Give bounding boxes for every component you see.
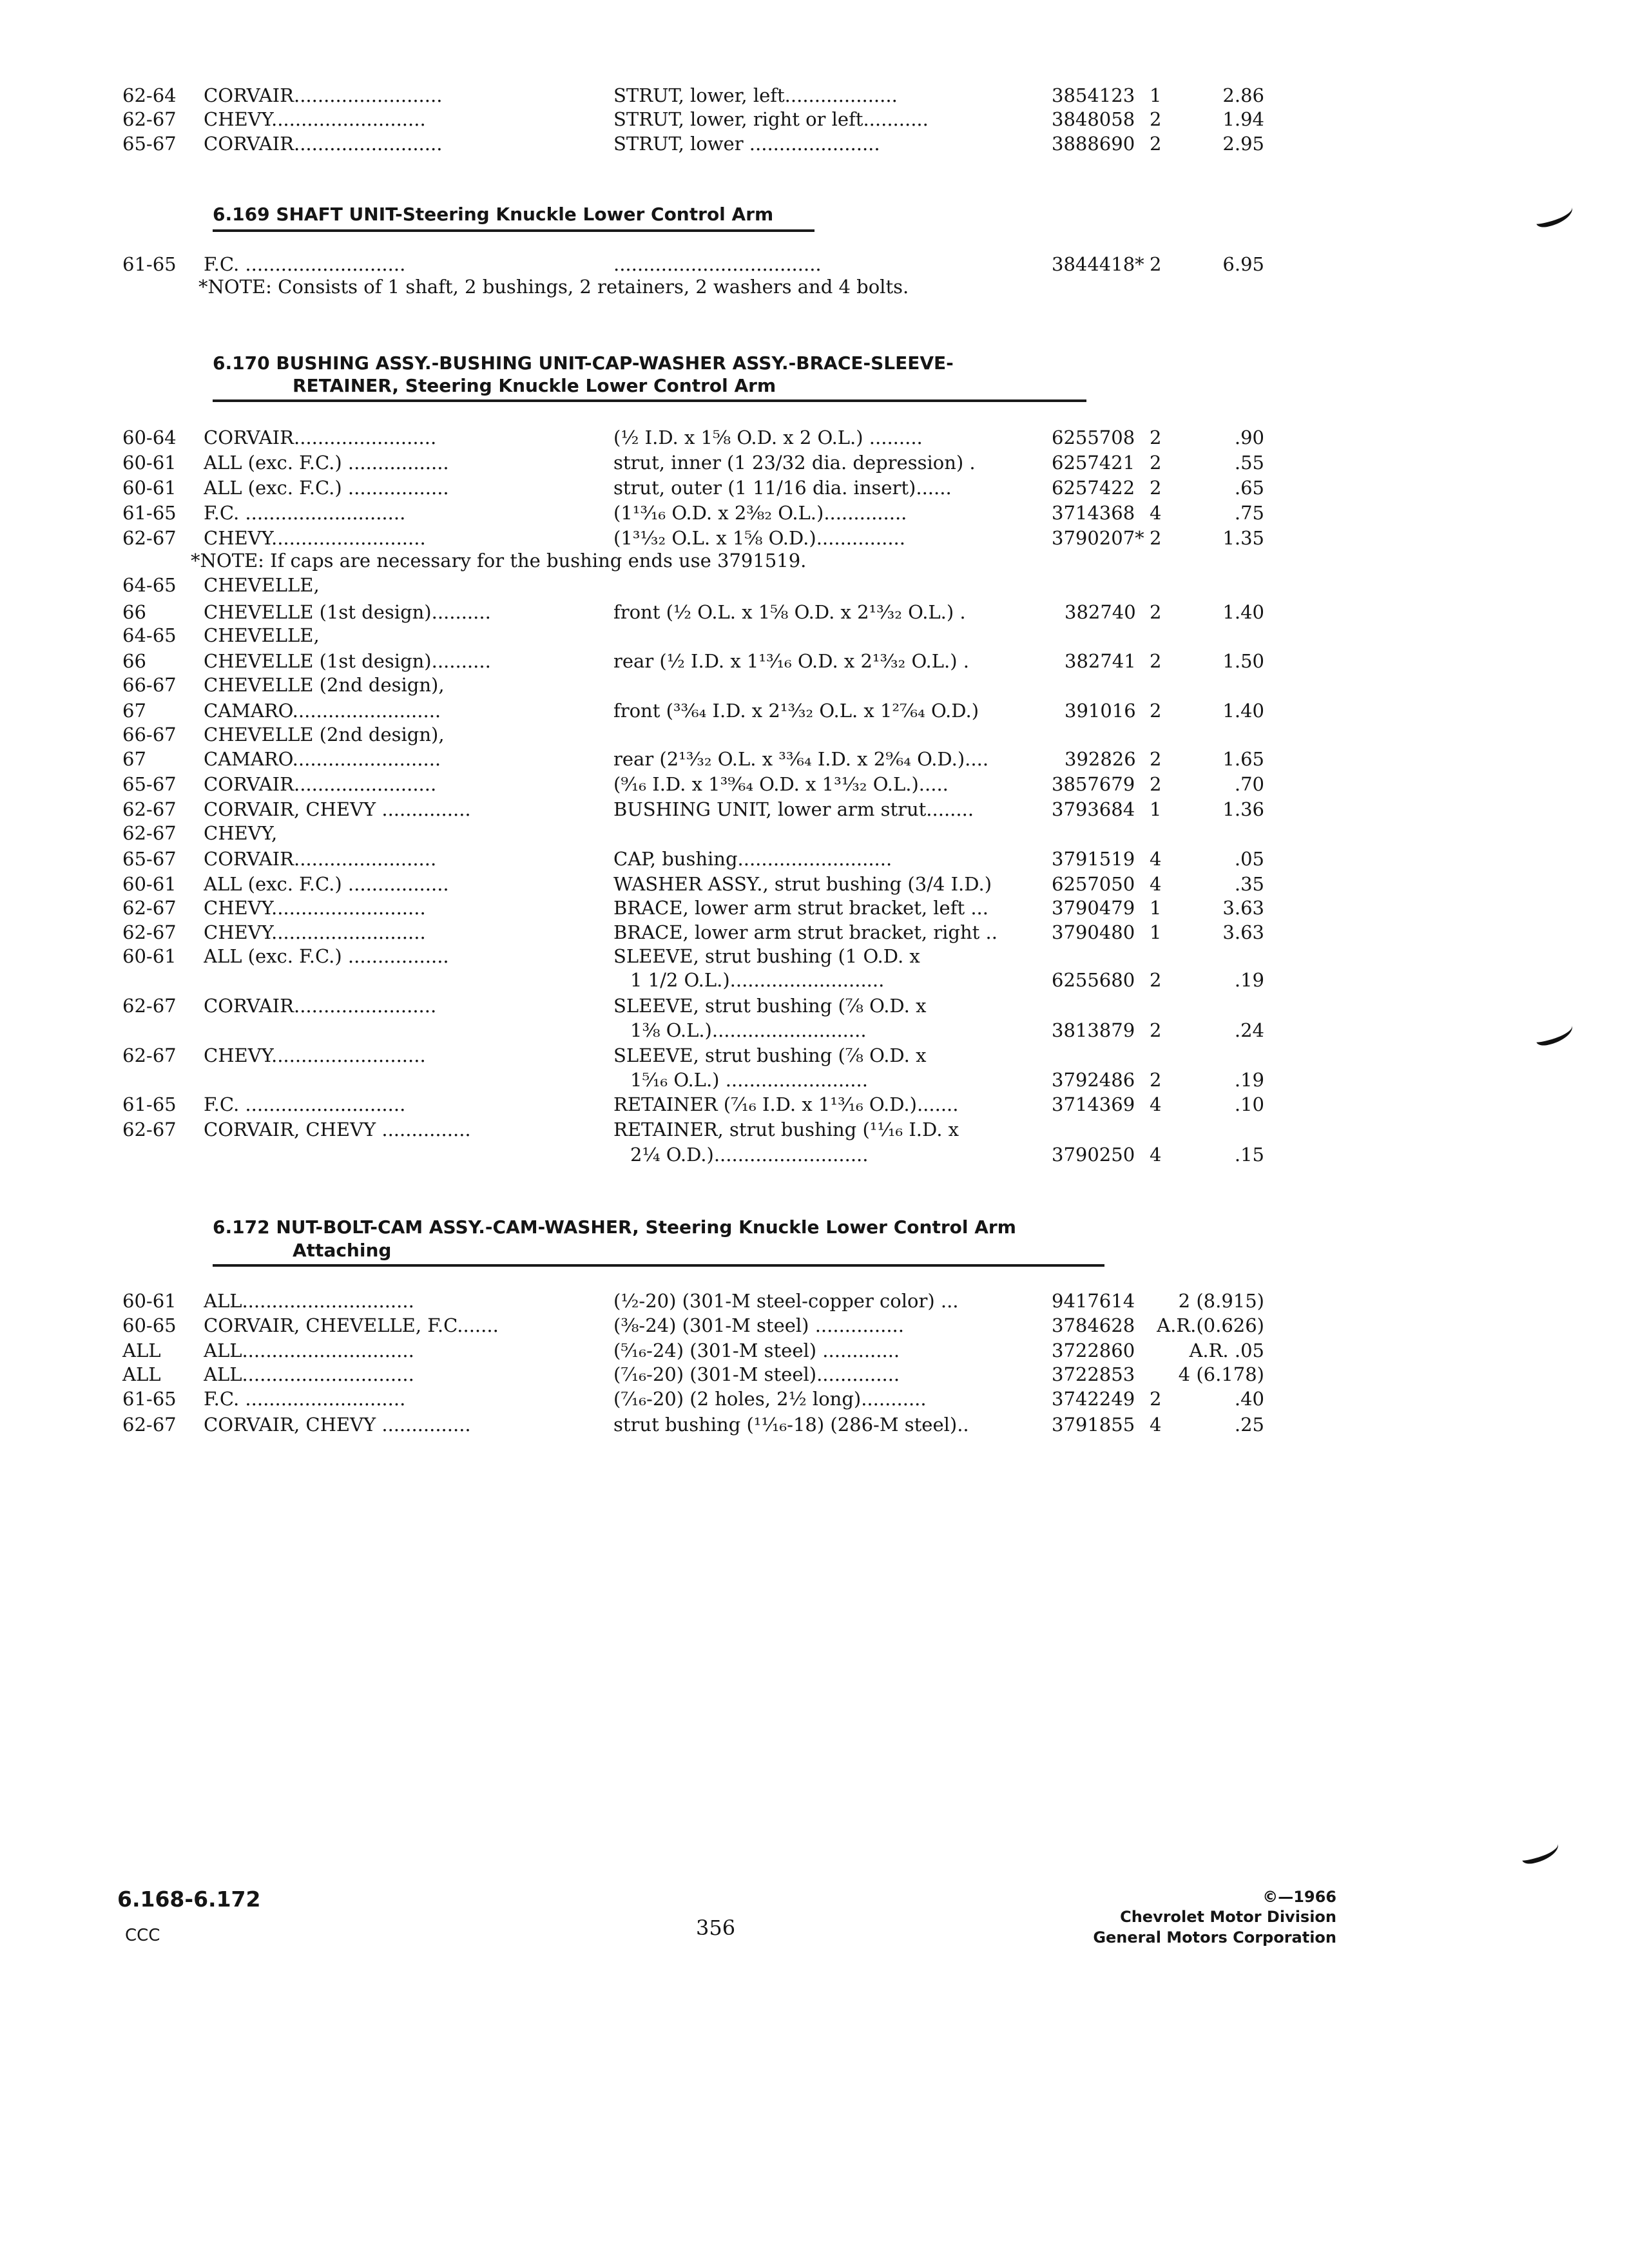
year: 62-67	[122, 1119, 177, 1140]
footer-section-range: 6.168-6.172	[117, 1887, 261, 1912]
price: .25	[1234, 1414, 1264, 1436]
year: 62-67	[122, 1414, 177, 1436]
model: CORVAIR, CHEVY ...............	[204, 1414, 471, 1436]
price: .19	[1234, 969, 1264, 991]
year: 60-61	[122, 945, 177, 967]
note-6-170	[0, 548, 1629, 573]
row-6-170	[0, 1043, 1629, 1068]
year: 66-67	[122, 674, 177, 696]
part-number: 3722860	[1052, 1340, 1135, 1361]
quantity: 2	[1150, 427, 1162, 448]
row-6-170	[0, 943, 1629, 969]
model: ALL (exc. F.C.) .................	[204, 452, 449, 474]
description: CAP, bushing..........................	[613, 848, 892, 870]
model: CHEVY..........................	[204, 527, 426, 549]
quantity: 2	[1150, 748, 1162, 770]
model: CHEVELLE (2nd design),	[204, 674, 445, 696]
page-number: 356	[696, 1916, 736, 1940]
part-number: 6255708	[1052, 427, 1135, 448]
quantity: 4	[1150, 873, 1162, 895]
row-6-170	[0, 919, 1629, 945]
description: RETAINER (⁷⁄₁₆ I.D. x 1¹³⁄₁₆ O.D.).......	[613, 1093, 959, 1115]
year: 60-64	[122, 427, 177, 448]
year: 67	[122, 748, 146, 770]
model: CORVAIR, CHEVY ...............	[204, 798, 471, 820]
part-number: 3791519	[1052, 848, 1135, 870]
row-6-170	[0, 475, 1629, 501]
row-6-172	[0, 1338, 1629, 1363]
model: CAMARO.........................	[204, 748, 441, 770]
part-number: 3790480	[1052, 921, 1135, 943]
section-title-6-172-line1: 6.172 NUT-BOLT-CAM ASSY.-CAM-WASHER, Steering Knuckle Lower Control Arm	[213, 1216, 1016, 1238]
row-6-170	[0, 425, 1629, 450]
year: ALL	[122, 1363, 161, 1385]
model: CHEVY..........................	[204, 921, 426, 943]
price: .19	[1234, 1069, 1264, 1091]
year: 62-67	[122, 798, 177, 820]
year: 64-65	[122, 624, 177, 646]
row-6-170	[0, 599, 1629, 625]
quantity: 2	[1150, 108, 1162, 130]
row-6-170	[0, 648, 1629, 674]
year: 62-67	[122, 822, 177, 844]
model: F.C. ...........................	[204, 502, 406, 524]
model: CHEVELLE (2nd design),	[204, 724, 445, 745]
binding-mark	[1519, 1838, 1561, 1866]
section-rule	[213, 1264, 1104, 1267]
year: 62-67	[122, 921, 177, 943]
row-6-170	[0, 846, 1629, 872]
description: SLEEVE, strut bushing (1 O.D. x	[613, 945, 920, 967]
year: 67	[122, 700, 146, 722]
row-6-170	[0, 672, 1629, 698]
part-number: 3714369	[1052, 1093, 1135, 1115]
year: 60-65	[122, 1314, 177, 1336]
row-6-170	[0, 500, 1629, 526]
description: strut, outer (1 11/16 dia. insert)......	[613, 477, 952, 499]
part-number: 391016	[1065, 700, 1136, 722]
model: CHEVY..........................	[204, 108, 426, 130]
model: CORVAIR.........................	[204, 133, 443, 155]
price: 2.95	[1222, 133, 1264, 155]
model: CORVAIR, CHEVELLE, F.C.......	[204, 1314, 499, 1336]
row-6-170	[0, 1142, 1629, 1168]
year: 60-61	[122, 1290, 177, 1312]
part-number: 3793684	[1052, 798, 1135, 820]
year: 61-65	[122, 1093, 177, 1115]
row-6-170	[0, 796, 1629, 822]
price: 1.94	[1222, 108, 1264, 130]
part-number: 3888690	[1052, 133, 1135, 155]
part-number: 3848058	[1052, 108, 1135, 130]
description: front (½ O.L. x 1⅝ O.D. x 2¹³⁄₃₂ O.L.) .	[613, 601, 966, 623]
description: (½-20) (301-M steel-copper color) ...	[613, 1290, 959, 1312]
model: CHEVY..........................	[204, 897, 426, 919]
model: CORVAIR........................	[204, 995, 437, 1017]
quantity: 2	[1150, 527, 1162, 549]
model: CORVAIR........................	[204, 427, 437, 448]
price: .05	[1234, 848, 1264, 870]
quantity: 1	[1150, 921, 1162, 943]
quantity-and-price: A.R.(0.626)	[1157, 1314, 1264, 1336]
model: CHEVELLE,	[204, 624, 320, 646]
part-number: 6257050	[1052, 873, 1135, 895]
row-6-172	[0, 1361, 1629, 1387]
row-6-170	[0, 993, 1629, 1019]
model: F.C. ...........................	[204, 1093, 406, 1115]
price: 1.36	[1222, 798, 1264, 820]
footer-copyright: ©—1966	[1262, 1888, 1336, 1906]
model: CHEVELLE,	[204, 574, 320, 596]
row-6-170	[0, 1117, 1629, 1142]
price: .35	[1234, 873, 1264, 895]
part-number: 9417614	[1052, 1290, 1135, 1312]
model: ALL.............................	[204, 1363, 414, 1385]
description: SLEEVE, strut bushing (⅞ O.D. x	[613, 1044, 927, 1066]
footer-division: Chevrolet Motor Division	[1120, 1908, 1336, 1926]
footer-code: CCC	[125, 1926, 160, 1945]
model: CORVAIR, CHEVY ...............	[204, 1119, 471, 1140]
quantity: 1	[1150, 897, 1162, 919]
row-6-172	[0, 1386, 1629, 1412]
part-number: 3714368	[1052, 502, 1135, 524]
section-rule	[213, 229, 815, 232]
model: ALL.............................	[204, 1340, 414, 1361]
description: WASHER ASSY., strut bushing (3/4 I.D.)	[613, 873, 992, 895]
row-6-170	[0, 771, 1629, 797]
quantity: 4	[1150, 502, 1162, 524]
description: 1⅜ O.L.)..........................	[630, 1019, 867, 1041]
year: 62-64	[122, 84, 177, 106]
quantity: 4	[1150, 848, 1162, 870]
description: front (³³⁄₆₄ I.D. x 2¹³⁄₃₂ O.L. x 1²⁷⁄₆₄ O.D.)	[613, 700, 979, 722]
row-6-170	[0, 746, 1629, 772]
quantity-and-price: 4 (6.178)	[1178, 1363, 1264, 1385]
quantity: 4	[1150, 1144, 1162, 1166]
part-number: 3857679	[1052, 773, 1135, 795]
quantity: 2	[1150, 1019, 1162, 1041]
quantity-and-price: A.R. .05	[1189, 1340, 1264, 1361]
model: CORVAIR.........................	[204, 84, 443, 106]
description: (1¹³⁄₁₆ O.D. x 2⅜₂ O.L.)..............	[613, 502, 907, 524]
description: (⅜-24) (301-M steel) ...............	[613, 1314, 904, 1336]
part-number: 3742249	[1052, 1388, 1135, 1410]
model: CORVAIR........................	[204, 848, 437, 870]
quantity: 4	[1150, 1093, 1162, 1115]
row-6-170	[0, 572, 1629, 598]
year: 65-67	[122, 773, 177, 795]
section-title-6-172-line2: Attaching	[293, 1240, 392, 1261]
row-6-172	[0, 1288, 1629, 1314]
binding-mark	[1533, 202, 1575, 229]
part-number: 3813879	[1052, 1019, 1135, 1041]
year: 65-67	[122, 133, 177, 155]
section-title-6-169: 6.169 SHAFT UNIT-Steering Knuckle Lower Control Arm	[213, 204, 774, 225]
part-number: 3790479	[1052, 897, 1135, 919]
year: 61-65	[122, 502, 177, 524]
description: ...................................	[613, 253, 822, 275]
part-number: 3722853	[1052, 1363, 1135, 1385]
section-title-6-170-line1: 6.170 BUSHING ASSY.-BUSHING UNIT-CAP-WASHER ASSY.-BRACE-SLEEVE-	[213, 352, 954, 374]
quantity: 2	[1150, 452, 1162, 474]
description: STRUT, lower ......................	[613, 133, 880, 155]
year: ALL	[122, 1340, 161, 1361]
note-text: *NOTE: Consists of 1 shaft, 2 bushings, 2 retainers, 2 washers and 4 bolts.	[198, 276, 909, 298]
price: 3.63	[1222, 897, 1264, 919]
part-number: 3844418*	[1052, 253, 1144, 275]
model: CHEVELLE (1st design)..........	[204, 650, 491, 672]
model: CHEVELLE (1st design)..........	[204, 601, 491, 623]
description: rear (2¹³⁄₃₂ O.L. x ³³⁄₆₄ I.D. x 2⁹⁄₆₄ O.D.)....	[613, 748, 989, 770]
part-number: 6255680	[1052, 969, 1135, 991]
description: strut, inner (1 23/32 dia. depression) .	[613, 452, 976, 474]
model: F.C. ...........................	[204, 1388, 406, 1410]
row-6-170	[0, 622, 1629, 648]
row-6-170	[0, 967, 1629, 993]
row-6-172	[0, 1412, 1629, 1437]
price: 6.95	[1222, 253, 1264, 275]
quantity: 2	[1150, 133, 1162, 155]
model: ALL.............................	[204, 1290, 414, 1312]
row-6-170	[0, 450, 1629, 476]
part-number: 6257422	[1052, 477, 1135, 499]
section-title-6-170-line2: RETAINER, Steering Knuckle Lower Control Arm	[293, 375, 776, 396]
price: 1.35	[1222, 527, 1264, 549]
year: 60-61	[122, 873, 177, 895]
description: strut bushing (¹¹⁄₁₆-18) (286-M steel)..	[613, 1414, 969, 1436]
row-6-170	[0, 722, 1629, 747]
row-6-169-0	[0, 251, 1629, 277]
quantity: 2	[1150, 650, 1162, 672]
description: BRACE, lower arm strut bracket, right ..	[613, 921, 998, 943]
year: 66-67	[122, 724, 177, 745]
price: .10	[1234, 1093, 1264, 1115]
part-number: 382741	[1065, 650, 1136, 672]
row-6-170	[0, 820, 1629, 846]
model: CAMARO.........................	[204, 700, 441, 722]
row-top-2	[0, 131, 1629, 157]
model: ALL (exc. F.C.) .................	[204, 945, 449, 967]
quantity-and-price: 2 (8.915)	[1178, 1290, 1264, 1312]
quantity: 2	[1150, 1388, 1162, 1410]
quantity: 2	[1150, 969, 1162, 991]
description: 2¼ O.D.)..........................	[630, 1144, 869, 1166]
description: STRUT, lower, right or left...........	[613, 108, 929, 130]
part-number: 3791855	[1052, 1414, 1135, 1436]
footer-corporation: General Motors Corporation	[1093, 1928, 1336, 1946]
model: ALL (exc. F.C.) .................	[204, 873, 449, 895]
model: CHEVY,	[204, 822, 278, 844]
row-6-170	[0, 1091, 1629, 1117]
description: (1³¹⁄₃₂ O.L. x 1⅝ O.D.)...............	[613, 527, 905, 549]
section-rule	[213, 399, 1086, 402]
description: SLEEVE, strut bushing (⅞ O.D. x	[613, 995, 927, 1017]
year: 66	[122, 601, 146, 623]
quantity: 1	[1150, 84, 1162, 106]
part-number: 3784628	[1052, 1314, 1135, 1336]
quantity: 2	[1150, 477, 1162, 499]
year: 62-67	[122, 995, 177, 1017]
description: rear (½ I.D. x 1¹³⁄₁₆ O.D. x 2¹³⁄₃₂ O.L.) .	[613, 650, 970, 672]
price: 1.65	[1222, 748, 1264, 770]
price: .15	[1234, 1144, 1264, 1166]
price: .75	[1234, 502, 1264, 524]
description: RETAINER, strut bushing (¹¹⁄₁₆ I.D. x	[613, 1119, 959, 1140]
part-number: 6257421	[1052, 452, 1135, 474]
row-top-1	[0, 106, 1629, 132]
price: 1.40	[1222, 601, 1264, 623]
quantity: 2	[1150, 773, 1162, 795]
model: ALL (exc. F.C.) .................	[204, 477, 449, 499]
description: BRACE, lower arm strut bracket, left ...	[613, 897, 988, 919]
year: 65-67	[122, 848, 177, 870]
price: .90	[1234, 427, 1264, 448]
price: 1.40	[1222, 700, 1264, 722]
row-6-170	[0, 698, 1629, 724]
description: (⁷⁄₁₆-20) (2 holes, 2½ long)...........	[613, 1388, 927, 1410]
part-number: 3854123	[1052, 84, 1135, 106]
year: 60-61	[122, 452, 177, 474]
price: .55	[1234, 452, 1264, 474]
year: 62-67	[122, 108, 177, 130]
year: 64-65	[122, 574, 177, 596]
part-number: 382740	[1065, 601, 1136, 623]
quantity: 2	[1150, 601, 1162, 623]
row-6-170	[0, 895, 1629, 921]
part-number: 3790207*	[1052, 527, 1144, 549]
quantity: 4	[1150, 1414, 1162, 1436]
description: (½ I.D. x 1⅝ O.D. x 2 O.L.) .........	[613, 427, 923, 448]
model: F.C. ...........................	[204, 253, 406, 275]
quantity: 1	[1150, 798, 1162, 820]
row-6-172	[0, 1312, 1629, 1338]
description: BUSHING UNIT, lower arm strut........	[613, 798, 974, 820]
year: 60-61	[122, 477, 177, 499]
part-number: 392826	[1065, 748, 1136, 770]
row-6-170	[0, 871, 1629, 897]
price: .40	[1234, 1388, 1264, 1410]
year: 62-67	[122, 1044, 177, 1066]
price: .24	[1234, 1019, 1264, 1041]
quantity: 2	[1150, 253, 1162, 275]
note-6-169	[0, 274, 1629, 300]
price: 1.50	[1222, 650, 1264, 672]
price: .70	[1234, 773, 1264, 795]
model: CORVAIR........................	[204, 773, 437, 795]
part-number: 3792486	[1052, 1069, 1135, 1091]
description: (⁹⁄₁₆ I.D. x 1³⁹⁄₆₄ O.D. x 1³¹⁄₃₂ O.L.).....	[613, 773, 949, 795]
description: 1 1/2 O.L.)..........................	[630, 969, 885, 991]
price: 2.86	[1222, 84, 1264, 106]
price: 3.63	[1222, 921, 1264, 943]
note-text: *NOTE: If caps are necessary for the bushing ends use 3791519.	[191, 550, 807, 572]
description: (⁷⁄₁₆-20) (301-M steel)..............	[613, 1363, 900, 1385]
row-top-0	[0, 82, 1629, 108]
part-number: 3790250	[1052, 1144, 1135, 1166]
year: 66	[122, 650, 146, 672]
year: 62-67	[122, 527, 177, 549]
model: CHEVY..........................	[204, 1044, 426, 1066]
quantity: 2	[1150, 700, 1162, 722]
description: (⁵⁄₁₆-24) (301-M steel) .............	[613, 1340, 900, 1361]
year: 61-65	[122, 1388, 177, 1410]
quantity: 2	[1150, 1069, 1162, 1091]
price: .65	[1234, 477, 1264, 499]
description: 1⁵⁄₁₆ O.L.) ........................	[630, 1069, 868, 1091]
year: 62-67	[122, 897, 177, 919]
description: STRUT, lower, left...................	[613, 84, 898, 106]
row-6-170	[0, 1067, 1629, 1093]
row-6-170	[0, 525, 1629, 551]
row-6-170	[0, 1017, 1629, 1043]
year: 61-65	[122, 253, 177, 275]
